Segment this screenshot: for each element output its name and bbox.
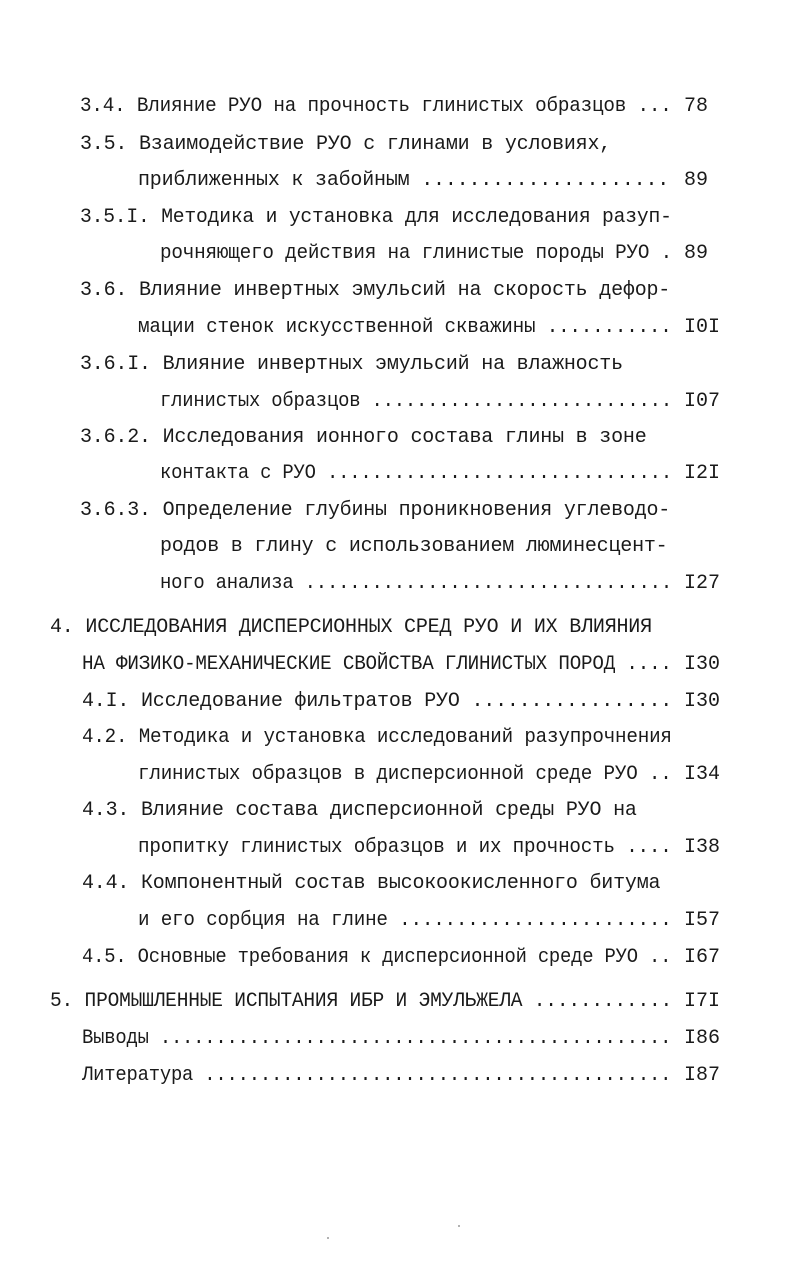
toc-entry-4-1-page: I30 (684, 690, 721, 713)
toc-entry-3-6-3-page: I27 (684, 572, 721, 595)
toc-entry-3-5-line-2: приближенных к забойным ..................... (138, 169, 670, 192)
toc-entry-4-2-line-2: глинистых образцов в дисперсионной среде РУО .. (138, 763, 672, 786)
toc-entry-4-line-1: 4. ИССЛЕДОВАНИЯ ДИСПЕРСИОННЫХ СРЕД РУО И ИХ ВЛИЯНИЯ (50, 616, 652, 639)
toc-entry-conclusions: Выводы .............................................. (82, 1027, 672, 1050)
toc-entry-4-page: I30 (684, 653, 721, 676)
toc-entry-4-5-page: I67 (684, 946, 721, 969)
toc-entry-4-2-page: I34 (684, 763, 721, 786)
toc-entry-4-3-line-2: пропитку глинистых образцов и их прочность .... (138, 836, 672, 859)
toc-entry-references: Литература .......................................... (82, 1064, 672, 1087)
toc-entry-3-6-1-line-2: глинистых образцов ........................... (160, 390, 672, 413)
toc-entry-3-5-page: 89 (684, 169, 709, 192)
toc-entry-3-6-1-line-1: 3.6.I. Влияние инвертных эмульсий на влажность (80, 353, 623, 376)
toc-entry-3-5-1-line-1: 3.5.I. Методика и установка для исследования разуп- (80, 206, 672, 229)
toc-entry-4-line-2: НА ФИЗИКО-МЕХАНИЧЕСКИЕ СВОЙСТВА ГЛИНИСТЫХ ПОРОД .... (82, 653, 672, 676)
toc-entry-3-6-page: I0I (684, 316, 721, 339)
toc-entry-5-page: I7I (684, 990, 721, 1013)
toc-entry-3-6-3-line-2: родов в глину с использованием люминесцент- (160, 535, 668, 558)
scan-speck (458, 1225, 460, 1227)
toc-entry-4-2-line-1: 4.2. Методика и установка исследований разупрочнения (82, 726, 672, 749)
toc-entry-3-6-line-2: мации стенок искусственной скважины ........... (138, 316, 672, 339)
toc-entry-3-6-1-page: I07 (684, 390, 721, 413)
toc-entry-3-6-3-line-1: 3.6.3. Определение глубины проникновения углеводо- (80, 499, 671, 522)
toc-entry-3-5-1-line-2: рочняющего действия на глинистые породы РУО . (160, 242, 672, 265)
toc-entry-3-6-3-line-3: ного анализа ................................. (160, 572, 672, 595)
toc-entry-4-3-line-1: 4.3. Влияние состава дисперсионной среды РУО на (82, 799, 637, 822)
toc-entry-3-6-line-1: 3.6. Влияние инвертных эмульсий на скорость дефор- (80, 279, 671, 302)
toc-entry-3-5-1-page: 89 (684, 242, 709, 265)
toc-entry-4-1-line-1: 4.I. Исследование фильтратов РУО ................. (82, 690, 673, 713)
toc-entry-3-4-line-1: 3.4. Влияние РУО на прочность глинистых образцов ... (80, 95, 672, 118)
toc-entry-3-6-2-line-2: контакта с РУО ............................... (160, 462, 672, 485)
toc-entry-3-4-page: 78 (684, 95, 709, 118)
toc-entry-conclusions-page: I86 (684, 1027, 721, 1050)
toc-entry-4-4-page: I57 (684, 909, 721, 932)
toc-entry-4-4-line-2: и его сорбция на глине ........................ (138, 909, 672, 932)
toc-entry-3-5-line-1: 3.5. Взаимодействие РУО с глинами в условиях, (80, 133, 612, 156)
toc-entry-3-6-2-line-1: 3.6.2. Исследования ионного состава глины в зоне (80, 426, 647, 449)
scan-speck (327, 1237, 329, 1239)
toc-entry-4-4-line-1: 4.4. Компонентный состав высокоокисленного битума (82, 872, 661, 895)
toc-entry-4-3-page: I38 (684, 836, 721, 859)
toc-entry-3-6-2-page: I2I (684, 462, 721, 485)
toc-entry-4-5-line-1: 4.5. Основные требования к дисперсионной среде РУО .. (82, 946, 672, 969)
toc-entry-5-line-1: 5. ПРОМЫШЛЕННЫЕ ИСПЫТАНИЯ ИБР И ЭМУЛЬЖЕЛА ............ (50, 990, 673, 1013)
toc-entry-references-page: I87 (684, 1064, 721, 1087)
